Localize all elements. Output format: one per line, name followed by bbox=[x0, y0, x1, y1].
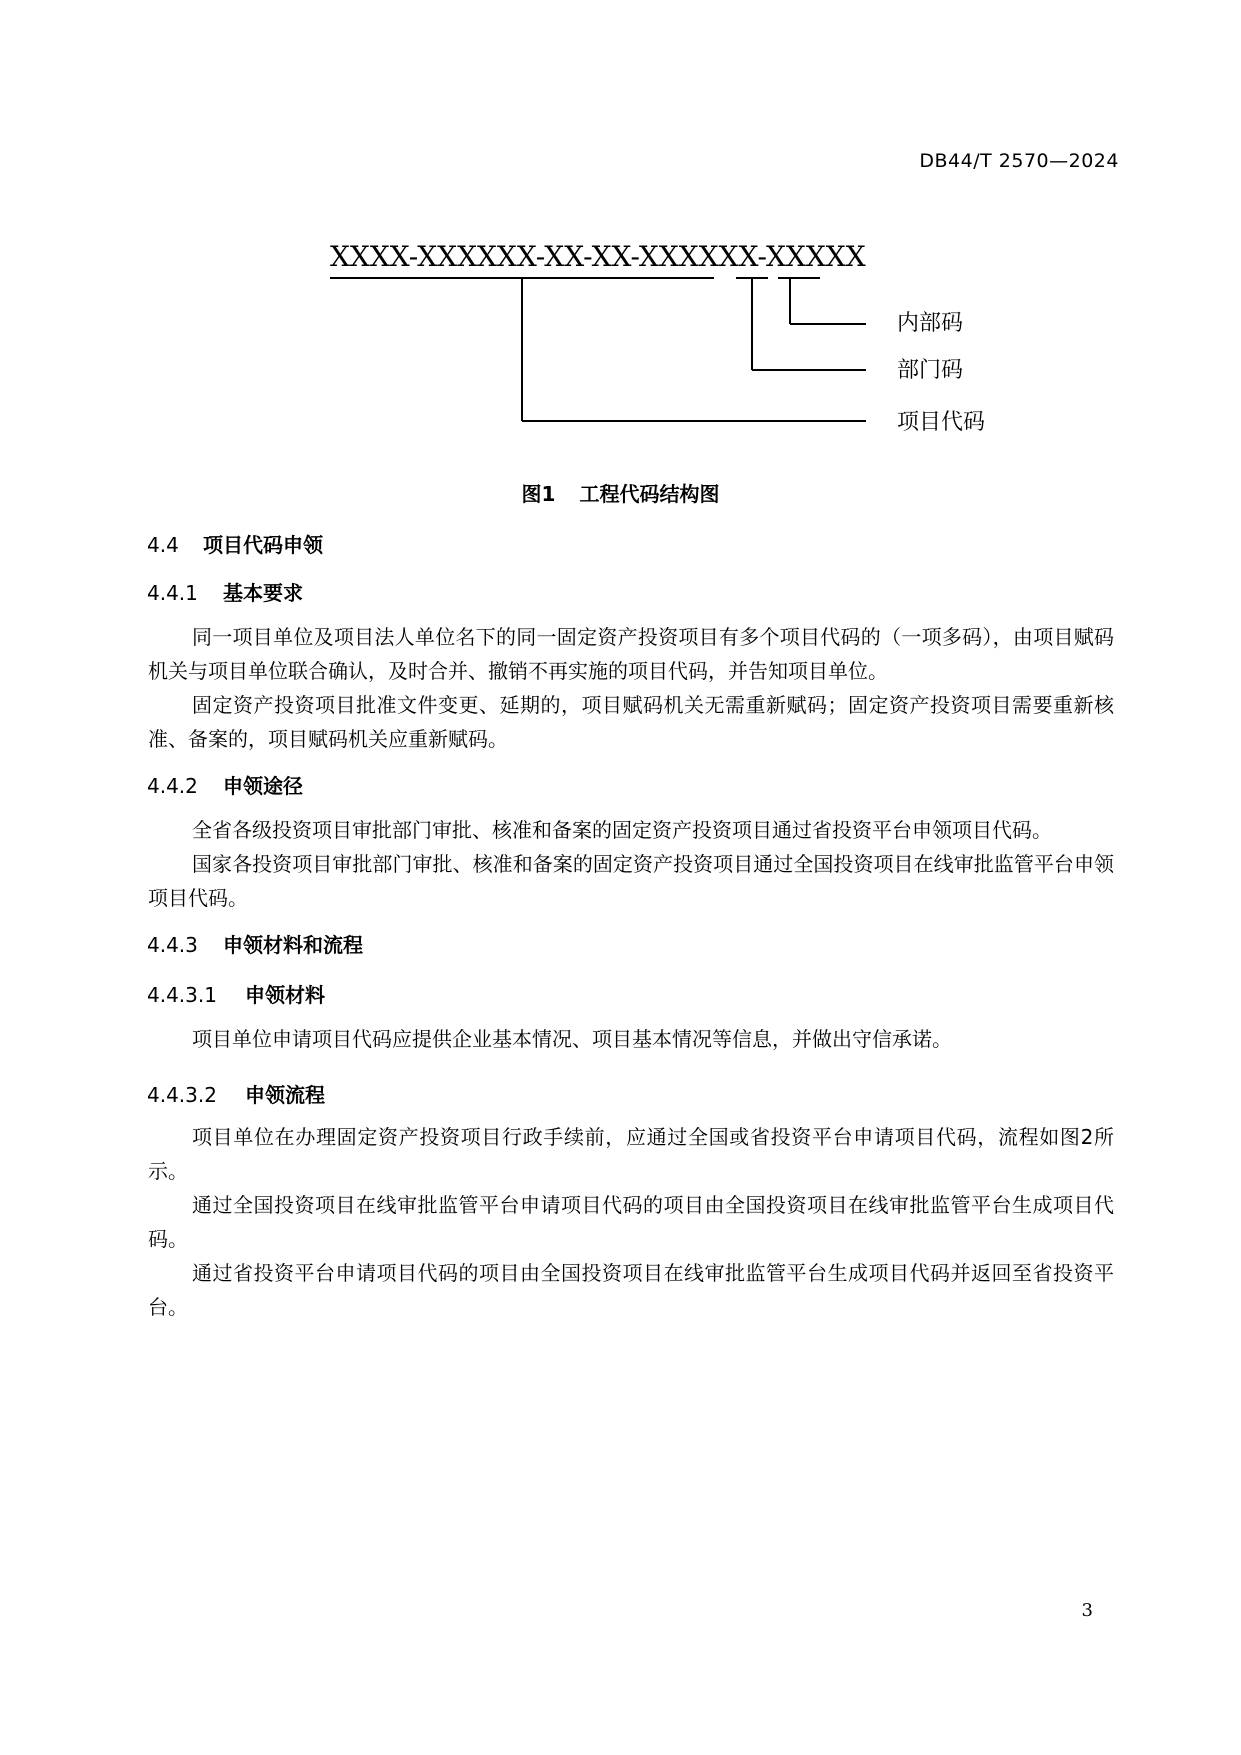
paragraph-4-4-2-2: 国家各投资项目审批部门审批、核准和备案的固定资产投资项目通过全国投资项目在线审批监管平台申领项目代码。 bbox=[148, 852, 1114, 910]
code-format-text: XXXX-XXXXXX-XX-XX-XXXXXX-XXXXX bbox=[330, 240, 866, 273]
standard-number: DB44/T 2570—2024 bbox=[919, 150, 1119, 172]
heading-4-4-1: 4.4.1 基本要求 bbox=[147, 581, 303, 605]
heading-4-4-3-1: 4.4.3.1 申领材料 bbox=[147, 983, 325, 1007]
paragraph-4-4-3-2-3: 通过省投资平台申请项目代码的项目由全国投资项目在线审批监管平台生成项目代码并返回至省投资平台。 bbox=[148, 1261, 1114, 1319]
label-project-code: 项目代码 bbox=[897, 410, 986, 435]
paragraph-4-4-1-1: 同一项目单位及项目法人单位名下的同一固定资产投资项目有多个项目代码的（一项多码），由项目赋码机关与项目单位联合确认，及时合并、撤销不再实施的项目代码，并告知项目单位。 bbox=[148, 625, 1114, 683]
paragraph-4-4-1-2: 固定资产投资项目批准文件变更、延期的，项目赋码机关无需重新赋码；固定资产投资项目需要重新核准、备案的，项目赋码机关应重新赋码。 bbox=[148, 693, 1114, 751]
heading-4-4-2: 4.4.2 申领途径 bbox=[147, 774, 303, 798]
paragraph-4-4-3-2-2: 通过全国投资项目在线审批监管平台申请项目代码的项目由全国投资项目在线审批监管平台生成项目代码。 bbox=[148, 1193, 1114, 1251]
caption-title: 工程代码结构图 bbox=[579, 482, 720, 506]
heading-4-4-3: 4.4.3 申领材料和流程 bbox=[147, 933, 363, 957]
paragraph-4-4-3-1-1: 项目单位申请项目代码应提供企业基本情况、项目基本情况等信息，并做出守信承诺。 bbox=[192, 1027, 952, 1051]
label-internal-code: 内部码 bbox=[897, 311, 964, 336]
heading-4-4: 4.4 项目代码申领 bbox=[147, 533, 323, 557]
label-department-code: 部门码 bbox=[897, 358, 964, 383]
heading-4-4-3-2: 4.4.3.2 申领流程 bbox=[147, 1083, 325, 1107]
paragraph-4-4-2-1: 全省各级投资项目审批部门审批、核准和备案的固定资产投资项目通过省投资平台申领项目代码。 bbox=[192, 818, 1052, 842]
code-structure-figure bbox=[0, 0, 1241, 480]
caption-number: 图1 bbox=[521, 482, 556, 506]
figure-caption bbox=[0, 478, 1241, 507]
paragraph-4-4-3-2-1: 项目单位在办理固定资产投资项目行政手续前，应通过全国或省投资平台申请项目代码，流程如图2所示。 bbox=[148, 1125, 1114, 1183]
code-structure-lines bbox=[0, 0, 1241, 480]
page-number: 3 bbox=[1081, 1600, 1093, 1621]
